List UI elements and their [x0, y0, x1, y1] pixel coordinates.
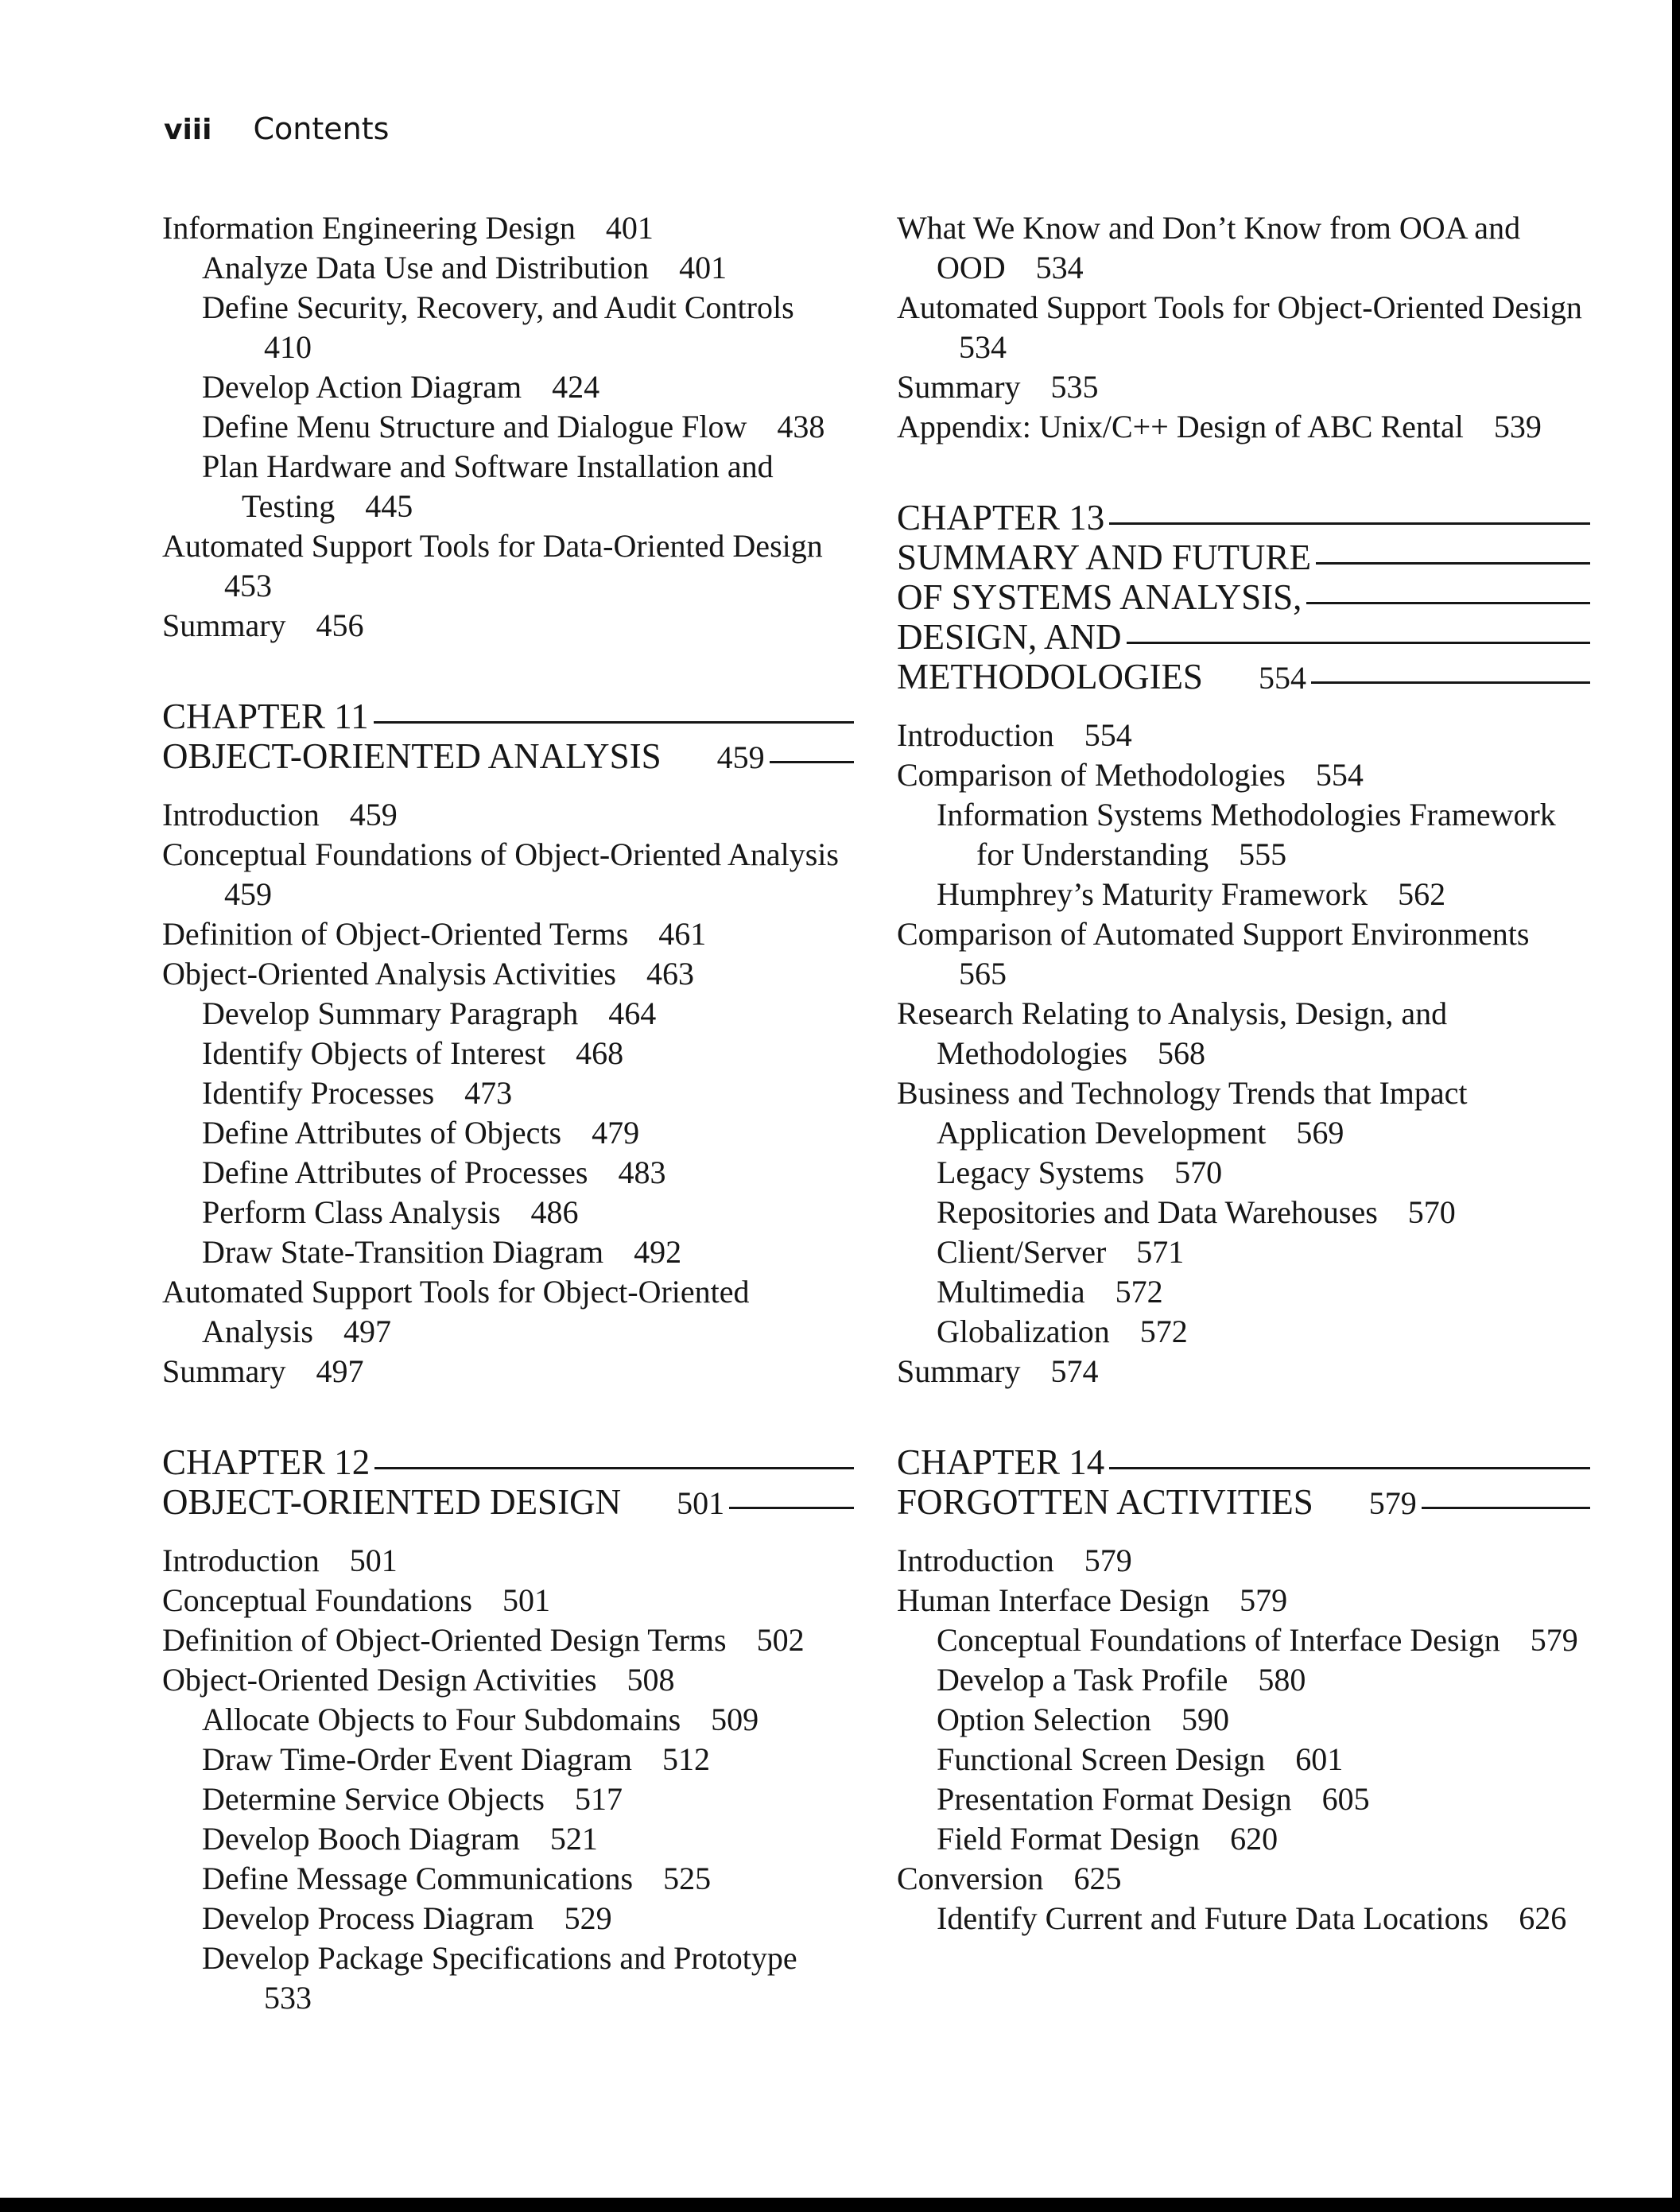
- toc-entry: [897, 208, 1590, 288]
- toc-subentry: [162, 1073, 854, 1113]
- toc-subentry: [162, 1232, 854, 1272]
- toc-subentry: [162, 994, 854, 1034]
- chapter-spacer: [897, 1391, 1590, 1442]
- entry-title: Summary: [162, 1353, 286, 1389]
- chapter-rule: [1311, 681, 1590, 684]
- entry-title: Develop Package Specifications and Prototype: [202, 1940, 797, 1976]
- chapter-heading-text: OBJECT-ORIENTED DESIGN: [162, 1482, 622, 1522]
- chapter-heading: [897, 1442, 1590, 1523]
- running-head: [164, 111, 389, 159]
- chapter-heading-text: SUMMARY AND FUTURE: [897, 537, 1311, 577]
- entry-page-number: 401: [605, 210, 654, 246]
- chapter-heading-line: [162, 697, 854, 736]
- toc-subentry: [162, 1113, 854, 1153]
- entry-page-number: 572: [1139, 1314, 1188, 1349]
- toc-entry: [162, 1541, 854, 1581]
- entry-page-number: 509: [711, 1702, 759, 1737]
- chapter-rule: [770, 761, 854, 763]
- chapter-heading-text: CHAPTER 11: [162, 697, 369, 736]
- chapter-heading-line: [162, 1482, 854, 1523]
- chapter-heading-line: [897, 498, 1590, 537]
- entry-page-number: 401: [679, 250, 727, 285]
- toc-subentry: [162, 1193, 854, 1232]
- entry-title: Research Relating to Analysis, Design, and Methodologies: [897, 995, 1448, 1071]
- entry-page-number: 590: [1181, 1702, 1229, 1737]
- toc-subentry: [897, 1740, 1590, 1779]
- chapter-rule: [729, 1507, 854, 1509]
- entry-title: Identify Objects of Interest: [202, 1035, 546, 1071]
- entry-page-number: 525: [663, 1861, 712, 1896]
- entry-title: Conversion: [897, 1861, 1044, 1896]
- toc-subentry: [162, 1819, 854, 1859]
- entry-page-number: 534: [1035, 250, 1084, 285]
- entry-page-number: 508: [627, 1662, 675, 1698]
- toc-subentry: [897, 1312, 1590, 1352]
- entry-title: Draw State-Transition Diagram: [202, 1234, 604, 1270]
- entry-title: Develop Booch Diagram: [202, 1821, 520, 1857]
- entry-page-number: 570: [1407, 1194, 1456, 1230]
- toc-subentry: [897, 875, 1590, 914]
- toc-subentry: [162, 1859, 854, 1899]
- toc-entry: [162, 526, 854, 606]
- entry-title: Introduction: [162, 797, 320, 832]
- toc-entry: [162, 1581, 854, 1620]
- entry-title: Develop Action Diagram: [202, 369, 522, 405]
- entry-page-number: 453: [224, 568, 272, 603]
- entry-title: Comparison of Methodologies: [897, 757, 1286, 793]
- toc-entry: [897, 1352, 1590, 1391]
- chapter-page-number: 501: [677, 1485, 725, 1521]
- toc-subentry: [897, 1620, 1590, 1660]
- entry-page-number: 468: [576, 1035, 624, 1071]
- chapter-page-number: 579: [1368, 1485, 1417, 1521]
- entry-page-number: 579: [1084, 1543, 1132, 1578]
- entry-title: Client/Server: [937, 1234, 1107, 1270]
- entry-page-number: 464: [608, 995, 657, 1031]
- entry-title: Legacy Systems: [937, 1155, 1145, 1190]
- chapter-rule: [374, 721, 854, 724]
- entry-page-number: 502: [756, 1622, 805, 1658]
- entry-title: Introduction: [897, 1543, 1054, 1578]
- entry-page-number: 625: [1073, 1861, 1122, 1896]
- toc-entry: [162, 914, 854, 954]
- chapter-heading-line: [162, 1442, 854, 1482]
- entry-title: Appendix: Unix/C++ Design of ABC Rental: [897, 409, 1464, 444]
- entry-title: Definition of Object-Oriented Design Terms: [162, 1622, 727, 1658]
- chapter-spacer: [897, 447, 1590, 498]
- entry-page-number: 501: [502, 1582, 550, 1618]
- entry-title: Define Message Communications: [202, 1861, 634, 1896]
- scan-edge-bottom: [0, 2198, 1680, 2212]
- toc-subentry: [897, 1779, 1590, 1819]
- chapter-spacer: [162, 1391, 854, 1442]
- chapter-heading-text: METHODOLOGIES: [897, 657, 1203, 697]
- entry-page-number: 501: [349, 1543, 398, 1578]
- toc-subentry: [897, 1272, 1590, 1312]
- entry-page-number: 424: [552, 369, 600, 405]
- toc-subentry: [162, 1700, 854, 1740]
- entry-title: Functional Screen Design: [937, 1741, 1266, 1777]
- entry-title: Develop Summary Paragraph: [202, 995, 579, 1031]
- entry-title: Automated Support Tools for Object-Oriented Analysis: [162, 1274, 750, 1349]
- entry-title: What We Know and Don’t Know from OOA and OOD: [897, 210, 1521, 285]
- entry-page-number: 533: [264, 1980, 312, 2016]
- entry-title: Summary: [162, 607, 286, 643]
- toc-subentry: [162, 1034, 854, 1073]
- toc-entry: [162, 606, 854, 646]
- chapter-heading-line: [897, 537, 1590, 577]
- toc-entry: [897, 716, 1590, 755]
- entry-title: Multimedia: [937, 1274, 1085, 1310]
- entry-title: Automated Support Tools for Data-Oriented Design: [162, 528, 823, 564]
- entry-title: Conceptual Foundations of Interface Design: [937, 1622, 1500, 1658]
- entry-page-number: 512: [662, 1741, 710, 1777]
- chapter-heading-text: CHAPTER 12: [162, 1442, 371, 1482]
- entry-page-number: 574: [1050, 1353, 1099, 1389]
- toc-entry: [897, 1581, 1590, 1620]
- toc-subentry: [162, 288, 854, 367]
- entry-page-number: 554: [1084, 717, 1132, 753]
- entry-title: Analyze Data Use and Distribution: [202, 250, 650, 285]
- entry-page-number: 605: [1321, 1781, 1370, 1817]
- toc-entry: [897, 1541, 1590, 1581]
- toc-entry: [162, 1620, 854, 1660]
- chapter-heading-text: CHAPTER 13: [897, 498, 1105, 537]
- entry-title: Allocate Objects to Four Subdomains: [202, 1702, 681, 1737]
- toc-entry: [897, 367, 1590, 407]
- entry-page-number: 461: [658, 916, 707, 952]
- chapter-heading-line: [897, 1442, 1590, 1482]
- entry-title: Perform Class Analysis: [202, 1194, 501, 1230]
- toc-subentry: [897, 1899, 1590, 1938]
- entry-title: Repositories and Data Warehouses: [937, 1194, 1378, 1230]
- toc-entry: [162, 795, 854, 835]
- toc-entry: [897, 407, 1590, 447]
- chapter-heading-line: [897, 657, 1590, 698]
- chapter-heading-text: CHAPTER 14: [897, 1442, 1105, 1482]
- entry-page-number: 456: [316, 607, 364, 643]
- toc-subentry: [162, 407, 854, 447]
- entry-page-number: 438: [777, 409, 825, 444]
- chapter-heading-line: [162, 736, 854, 778]
- entry-page-number: 579: [1240, 1582, 1288, 1618]
- entry-title: Information Systems Methodologies Framework for Understanding: [937, 797, 1556, 872]
- entry-title: Field Format Design: [937, 1821, 1201, 1857]
- entry-title: Define Menu Structure and Dialogue Flow: [202, 409, 747, 444]
- entry-title: Determine Service Objects: [202, 1781, 545, 1817]
- toc-entry: [897, 994, 1590, 1073]
- chapter-heading: [897, 498, 1590, 698]
- chapter-rule: [1127, 642, 1590, 644]
- entry-title: Comparison of Automated Support Environments: [897, 916, 1530, 952]
- chapter-heading-line: [897, 1482, 1590, 1523]
- toc-entry: [162, 835, 854, 914]
- entry-page-number: 539: [1493, 409, 1542, 444]
- chapter-rule: [1109, 1467, 1590, 1469]
- entry-page-number: 483: [618, 1155, 666, 1190]
- chapter-heading-line: [897, 617, 1590, 657]
- entry-title: Option Selection: [937, 1702, 1151, 1737]
- entry-page-number: 572: [1115, 1274, 1163, 1310]
- chapter-page-number: 554: [1258, 660, 1306, 696]
- entry-title: Identify Processes: [202, 1075, 435, 1111]
- entry-page-number: 473: [464, 1075, 513, 1111]
- entry-page-number: 492: [634, 1234, 682, 1270]
- chapter-heading-text: OF SYSTEMS ANALYSIS,: [897, 577, 1302, 617]
- entry-page-number: 497: [343, 1314, 391, 1349]
- entry-page-number: 580: [1258, 1662, 1306, 1698]
- entry-page-number: 445: [365, 488, 413, 524]
- chapter-heading-line: [897, 577, 1590, 617]
- toc-subentry: [162, 248, 854, 288]
- entry-title: Definition of Object-Oriented Terms: [162, 916, 629, 952]
- entry-title: Summary: [897, 1353, 1021, 1389]
- chapter-heading-text: OBJECT-ORIENTED ANALYSIS: [162, 736, 662, 776]
- toc-subentry: [897, 1819, 1590, 1859]
- entry-page-number: 517: [574, 1781, 623, 1817]
- entry-page-number: 554: [1315, 757, 1364, 793]
- toc-entry: [162, 954, 854, 994]
- toc-entry: [897, 288, 1590, 367]
- entry-title: Presentation Format Design: [937, 1781, 1292, 1817]
- entry-title: Conceptual Foundations: [162, 1582, 472, 1618]
- entry-page-number: 562: [1398, 876, 1446, 912]
- entry-title: Humphrey’s Maturity Framework: [937, 876, 1368, 912]
- page-number: viii: [164, 114, 212, 146]
- entry-page-number: 535: [1050, 369, 1099, 405]
- toc-subentry: [162, 1938, 854, 2018]
- entry-title: Develop Process Diagram: [202, 1900, 534, 1936]
- entry-title: Summary: [897, 369, 1021, 405]
- entry-page-number: 479: [592, 1115, 640, 1151]
- entry-title: Plan Hardware and Software Installation and Testing: [202, 448, 774, 524]
- entry-page-number: 601: [1295, 1741, 1344, 1777]
- entry-page-number: 565: [959, 956, 1007, 992]
- entry-page-number: 459: [224, 876, 272, 912]
- entry-page-number: 570: [1174, 1155, 1223, 1190]
- entry-page-number: 579: [1530, 1622, 1578, 1658]
- chapter-heading-text: DESIGN, AND: [897, 617, 1122, 657]
- chapter-heading: [162, 697, 854, 778]
- toc-subentry: [897, 795, 1590, 875]
- entry-page-number: 463: [646, 956, 694, 992]
- chapter-heading: [162, 1442, 854, 1523]
- entry-page-number: 529: [564, 1900, 612, 1936]
- entry-page-number: 626: [1519, 1900, 1567, 1936]
- toc-entry: [162, 208, 854, 248]
- chapter-rule: [1109, 522, 1590, 525]
- toc-subentry: [897, 1660, 1590, 1700]
- chapter-rule: [1306, 602, 1590, 604]
- entry-title: Identify Current and Future Data Locations: [937, 1900, 1489, 1936]
- entry-title: Introduction: [897, 717, 1054, 753]
- running-head-title: Contents: [253, 111, 390, 146]
- entry-title: Business and Technology Trends that Impact Application Development: [897, 1075, 1468, 1151]
- entry-title: Draw Time-Order Event Diagram: [202, 1741, 632, 1777]
- toc-subentry: [162, 367, 854, 407]
- entry-title: Conceptual Foundations of Object-Oriented Analysis: [162, 836, 839, 872]
- toc-entry: [897, 1073, 1590, 1153]
- entry-page-number: 410: [264, 329, 312, 365]
- entry-title: Globalization: [937, 1314, 1110, 1349]
- toc-subentry: [897, 1193, 1590, 1232]
- entry-title: Information Engineering Design: [162, 210, 576, 246]
- chapter-rule: [1422, 1507, 1590, 1509]
- entry-page-number: 459: [349, 797, 398, 832]
- toc-entry: [897, 755, 1590, 795]
- entry-page-number: 620: [1230, 1821, 1278, 1857]
- entry-page-number: 521: [549, 1821, 598, 1857]
- entry-title: Automated Support Tools for Object-Oriented Design: [897, 289, 1582, 325]
- entry-title: Define Attributes of Objects: [202, 1115, 562, 1151]
- entry-title: Define Security, Recovery, and Audit Controls: [202, 289, 794, 325]
- entry-title: Object-Oriented Design Activities: [162, 1662, 597, 1698]
- entry-title: Define Attributes of Processes: [202, 1155, 588, 1190]
- scan-edge-right: [1672, 0, 1680, 2212]
- toc-subentry: [162, 1899, 854, 1938]
- toc-entry: [162, 1660, 854, 1700]
- entry-page-number: 555: [1239, 836, 1287, 872]
- toc-entry: [897, 1859, 1590, 1899]
- chapter-rule: [1316, 562, 1590, 565]
- entry-title: Develop a Task Profile: [937, 1662, 1228, 1698]
- entry-page-number: 534: [959, 329, 1007, 365]
- toc-left-column: [162, 208, 854, 2018]
- toc-subentry: [897, 1700, 1590, 1740]
- entry-page-number: 486: [530, 1194, 579, 1230]
- entry-page-number: 497: [316, 1353, 364, 1389]
- toc-subentry: [162, 1740, 854, 1779]
- chapter-page-number: 459: [716, 739, 765, 775]
- toc-subentry: [897, 1232, 1590, 1272]
- entry-title: Human Interface Design: [897, 1582, 1210, 1618]
- toc-subentry: [162, 1779, 854, 1819]
- toc-entry: [897, 914, 1590, 994]
- entry-page-number: 571: [1136, 1234, 1185, 1270]
- entry-title: Introduction: [162, 1543, 320, 1578]
- toc-entry: [162, 1352, 854, 1391]
- toc-subentry: [162, 447, 854, 526]
- toc-right-column: [897, 208, 1590, 1938]
- toc-entry: [162, 1272, 854, 1352]
- chapter-rule: [374, 1467, 854, 1469]
- toc-subentry: [897, 1153, 1590, 1193]
- entry-page-number: 568: [1157, 1035, 1205, 1071]
- entry-title: Object-Oriented Analysis Activities: [162, 956, 616, 992]
- chapter-spacer: [162, 646, 854, 697]
- toc-subentry: [162, 1153, 854, 1193]
- chapter-heading-text: FORGOTTEN ACTIVITIES: [897, 1482, 1313, 1522]
- entry-page-number: 569: [1296, 1115, 1344, 1151]
